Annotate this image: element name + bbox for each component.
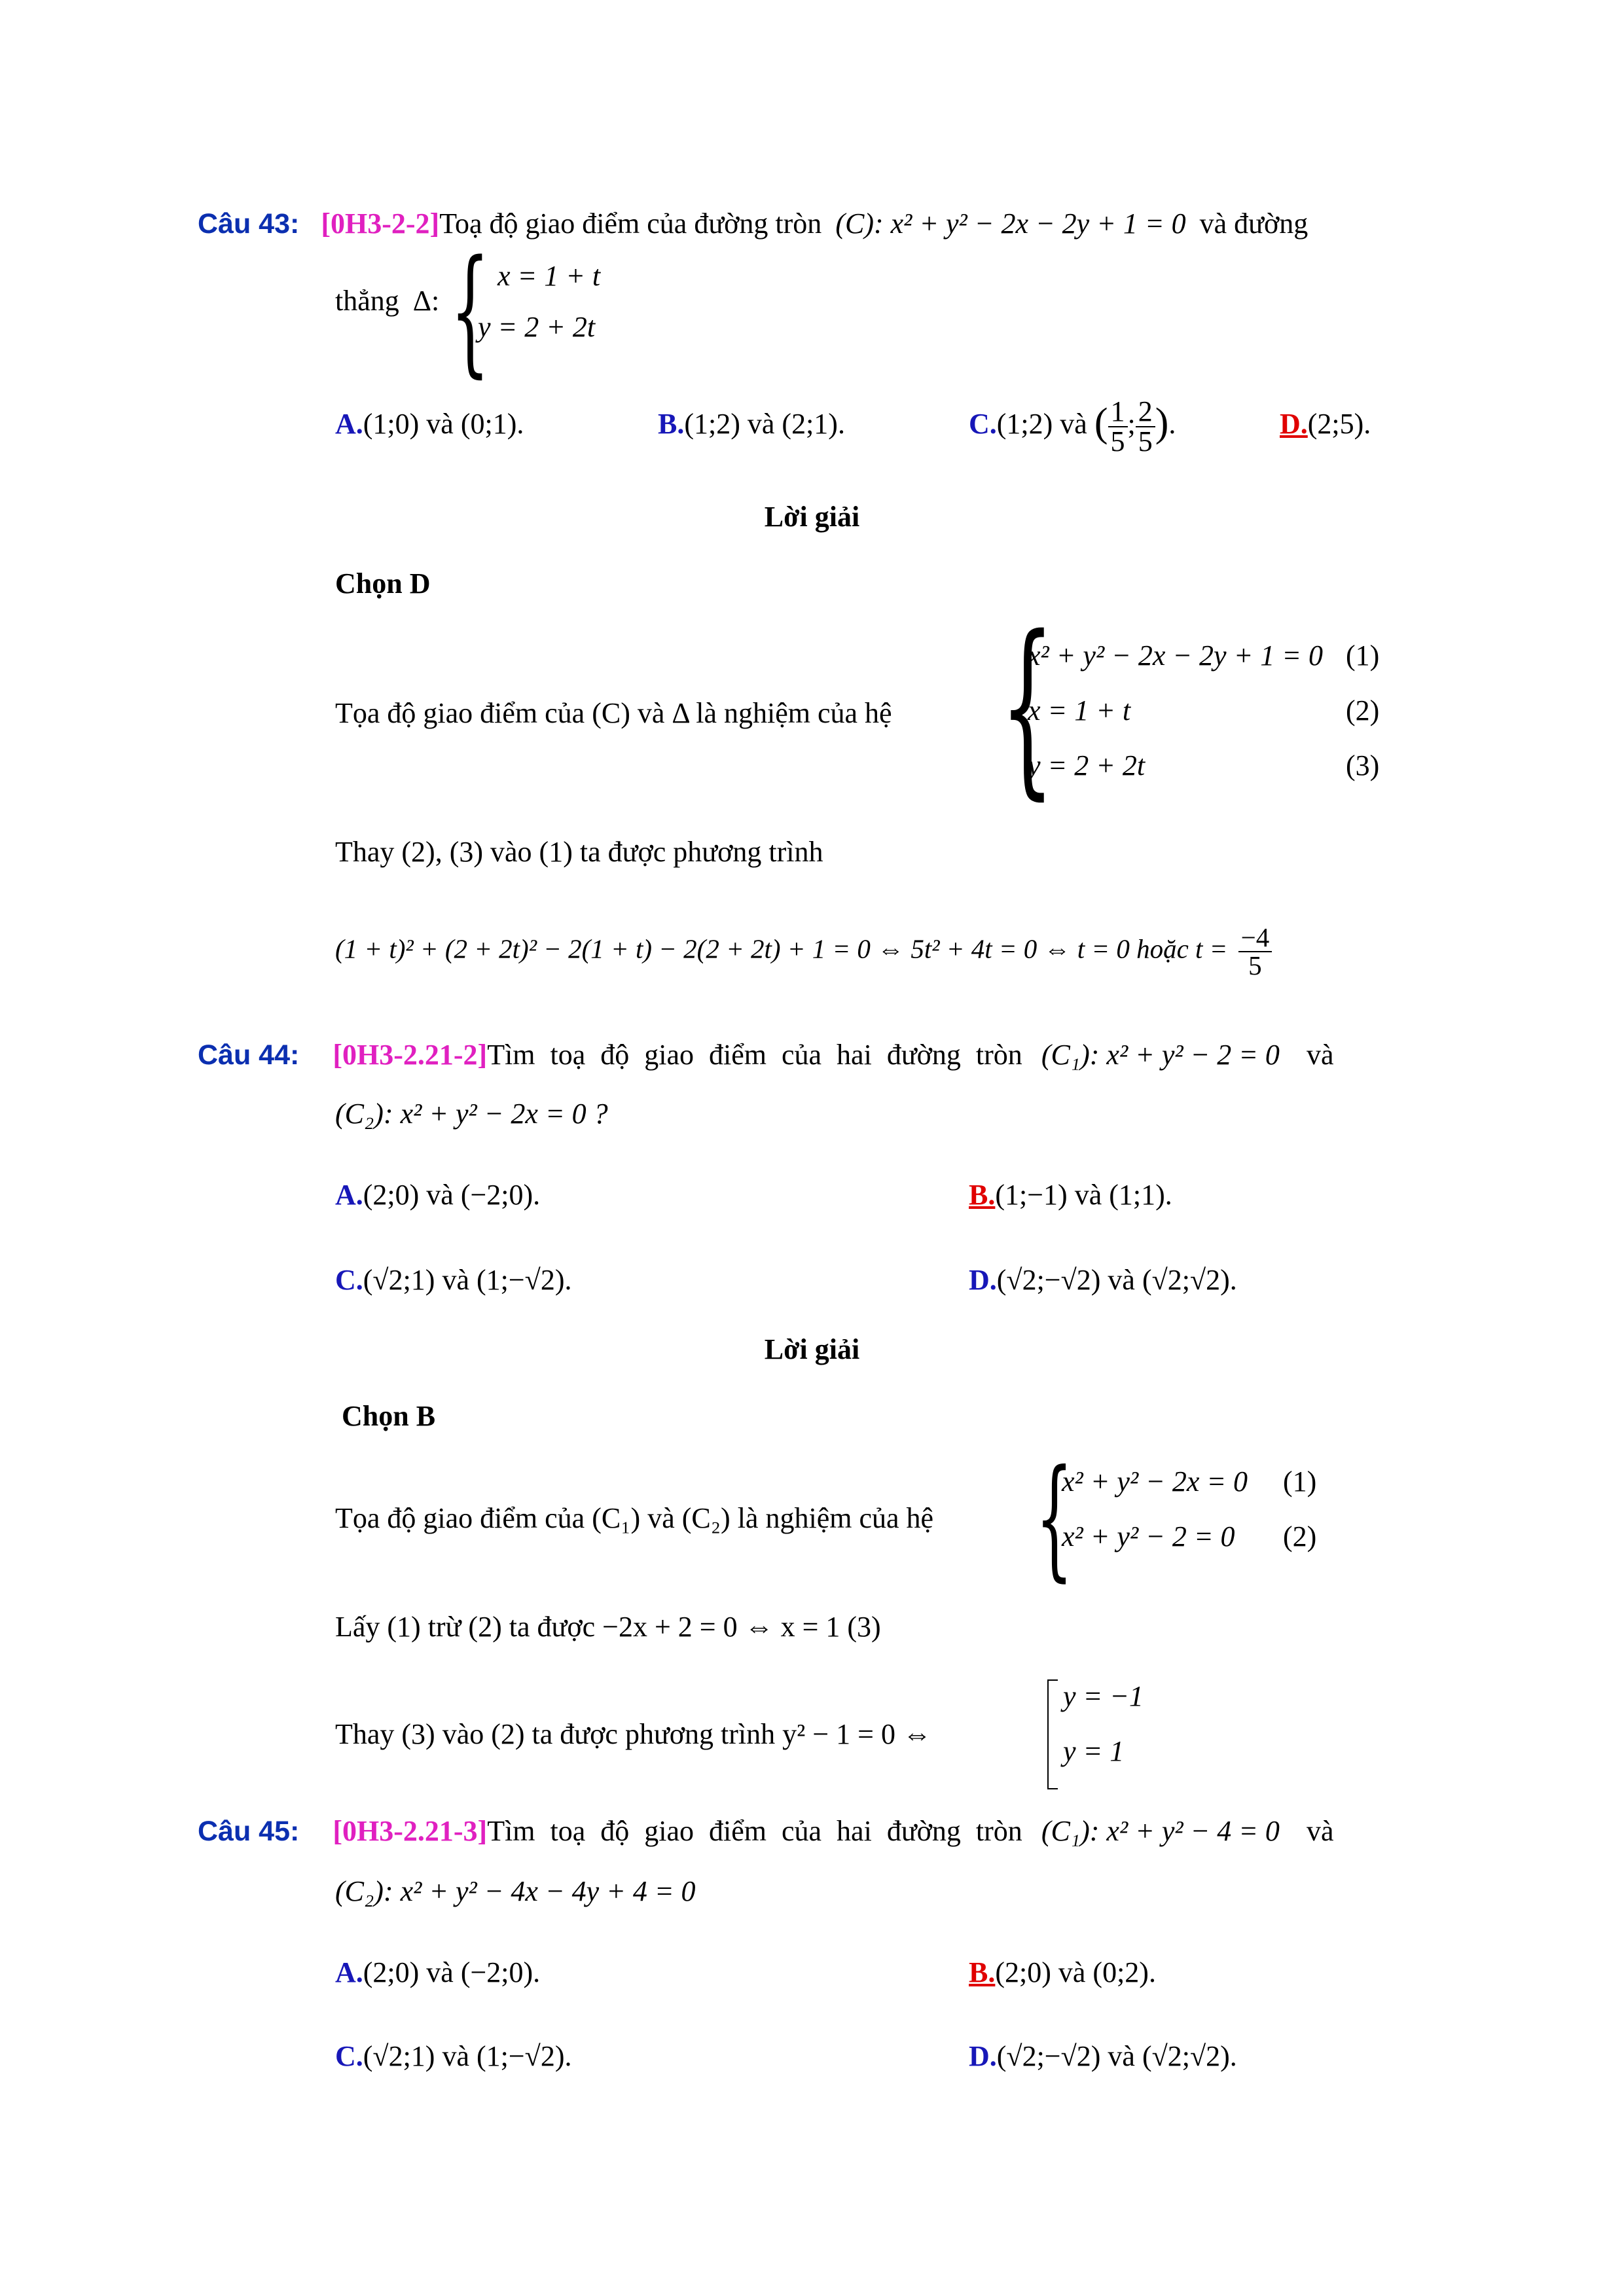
q44-label: Câu 44: (198, 1039, 300, 1071)
q44-option-b-label: B. (969, 1179, 996, 1211)
q43-line-eq1: x = 1 + t (497, 260, 601, 292)
q45-option-d-label: D. (969, 2040, 997, 2072)
q43-stem-text: Toạ độ giao điểm của đường tròn (439, 207, 822, 240)
q43-stem-tail: và đường (1199, 207, 1308, 240)
q43-code: [0H3-2-2] (321, 207, 440, 240)
q43-sys-tag2: (2) (1346, 694, 1380, 726)
q44-c1-eq: (C₁): x² + y² − 2 = 0 (1041, 1039, 1280, 1071)
q44-solution-title: Lời giải (764, 1333, 860, 1365)
q45-c1-eq: (C₁): x² + y² − 4 = 0 (1041, 1815, 1280, 1847)
q43-option-c-frac2-num: 2 (1138, 395, 1153, 427)
q45-option-c-label: C. (335, 2040, 363, 2072)
q44-option-a-label: A. (335, 1179, 363, 1211)
q44-stem-text: Tìm toạ độ giao điểm của hai đường tròn (487, 1039, 1022, 1071)
q43-sol-line1: Tọa độ giao điểm của (C) và Δ là nghiệm của hệ (335, 697, 892, 729)
q45-option-d-text: (√2;−√2) và (√2;√2). (996, 2040, 1237, 2072)
q44-code: [0H3-2.21-2] (333, 1039, 488, 1071)
q43-line-eq2: y = 2 + 2t (478, 311, 596, 343)
q45-option-b[interactable] (969, 1953, 1156, 1992)
q43-option-c-frac2-den: 5 (1136, 426, 1155, 456)
q43-option-c-frac1-num: 1 (1110, 395, 1125, 427)
q45-option-a-label: A. (335, 1956, 363, 1988)
q43-sol-frac-den: 5 (1238, 951, 1272, 979)
q43-option-c-frac1-den: 5 (1108, 426, 1128, 456)
q43-sys-tag1: (1) (1346, 639, 1380, 672)
q44-sys-eq2: x² + y² − 2 = 0 (1062, 1520, 1235, 1552)
q44-option-c-label: C. (335, 1264, 363, 1296)
q44-stem (198, 1035, 1333, 1075)
q44-option-a-text: (2;0) và (−2;0). (363, 1179, 541, 1211)
q43-line-def (335, 281, 439, 321)
q43-line-intro: thẳng (335, 285, 399, 317)
q43-option-a-text: (1;0) và (0;1). (363, 408, 524, 440)
q43-choice: Chọn D (335, 567, 431, 600)
q43-sys-eq1: x² + y² − 2x − 2y + 1 = 0 (1028, 639, 1323, 672)
q44-stem-tail: và (1306, 1039, 1334, 1071)
q44-option-a[interactable] (335, 1175, 540, 1215)
q43-label: Câu 43: (198, 208, 300, 240)
q45-option-d[interactable] (969, 2037, 1237, 2076)
q44-sol-line1: Tọa độ giao điểm của (C₁) và (C₂) là nghiệm của hệ (335, 1502, 934, 1534)
q45-option-c[interactable] (335, 2037, 571, 2076)
q44-sys-tag2: (2) (1283, 1520, 1317, 1552)
q43-sol-line2: Thay (2), (3) vào (1) ta được phương trình (335, 836, 823, 868)
q43-line-brace: { (450, 230, 490, 391)
q43-sys-brace: { (1000, 596, 1055, 817)
q44-option-d-label: D. (969, 1264, 997, 1296)
q43-solution-title: Lời giải (764, 501, 860, 533)
q44-c2-eq: (C₂): x² + y² − 2x = 0 ? (335, 1098, 608, 1130)
q43-option-d[interactable] (1280, 404, 1371, 444)
q43-option-b-label: B. (658, 408, 685, 440)
q45-option-a[interactable] (335, 1953, 540, 1992)
q45-option-c-text: (√2;1) và (1;−√2). (363, 2040, 572, 2072)
q45-option-b-label: B. (969, 1956, 996, 1988)
q44-sys-brace: { (1036, 1442, 1074, 1594)
q43-sol-equation: (1 + t)² + (2 + 2t)² − 2(1 + t) − 2(2 + 2t) + 1 = 0 ⇔ 5t² + 4t = 0 ⇔ t = 0 hoặc t = (335, 933, 1228, 964)
q43-option-b-text: (1;2) và (2;1). (684, 408, 845, 440)
q45-label: Câu 45: (198, 1816, 300, 1847)
q43-circle-eq: (C): x² + y² − 2x − 2y + 1 = 0 (835, 207, 1186, 240)
q44-sys-eq1: x² + y² − 2x = 0 (1062, 1465, 1248, 1498)
q43-option-c-label: C. (969, 408, 997, 440)
q44-option-c[interactable] (335, 1261, 571, 1300)
q45-code: [0H3-2.21-3] (333, 1815, 488, 1847)
q44-sys-tag1: (1) (1283, 1465, 1317, 1498)
q45-option-a-text: (2;0) và (−2;0). (363, 1956, 541, 1988)
q43-option-a-label: A. (335, 408, 363, 440)
q45-stem (198, 1812, 1333, 1851)
q43-sys-eq3: y = 2 + 2t (1028, 749, 1146, 781)
q43-option-d-text: (2;5). (1307, 408, 1371, 440)
q45-option-b-text: (2;0) và (0;2). (995, 1956, 1156, 1988)
q44-choice: Chọn B (342, 1400, 436, 1432)
q44-option-b[interactable] (969, 1175, 1172, 1215)
q45-stem-text: Tìm toạ độ giao điểm của hai đường tròn (487, 1815, 1022, 1847)
q44-option-b-text: (1;−1) và (1;1). (995, 1179, 1172, 1211)
q44-case-bracket (1047, 1679, 1058, 1789)
q43-option-a[interactable] (335, 404, 524, 444)
q44-option-d[interactable] (969, 1261, 1237, 1300)
q44-sol-line3: Thay (3) vào (2) ta được phương trình y² − 1 = 0 ⇔ (335, 1718, 931, 1750)
q43-sys-eq2: x = 1 + t (1028, 694, 1131, 726)
q44-option-d-text: (√2;−√2) và (√2;√2). (996, 1264, 1237, 1296)
q43-sol-line3 (335, 924, 1272, 979)
q43-stem (198, 204, 1308, 243)
q44-case1: y = −1 (1063, 1680, 1144, 1712)
q43-sol-frac-num: −4 (1240, 922, 1270, 952)
q44-option-c-text: (√2;1) và (1;−√2). (363, 1264, 572, 1296)
q44-sol-line2: Lấy (1) trừ (2) ta được −2x + 2 = 0 ⇔ x = 1 (3) (335, 1611, 881, 1643)
q43-option-c[interactable]: C.(1;2) và ( $\frac{1}{5}$ ; $\frac{2}{5}$ ). (969, 395, 1176, 457)
q44-case2: y = 1 (1063, 1735, 1125, 1767)
q45-stem-tail: và (1306, 1815, 1334, 1847)
q45-c2-eq: (C₂): x² + y² − 4x − 4y + 4 = 0 (335, 1875, 696, 1907)
q43-line-name: Δ: (412, 285, 440, 317)
q43-sys-tag3: (3) (1346, 749, 1380, 781)
q43-option-b[interactable] (658, 404, 845, 444)
q43-option-c-text: (1;2) và (996, 408, 1087, 440)
q43-option-d-label: D. (1280, 408, 1308, 440)
